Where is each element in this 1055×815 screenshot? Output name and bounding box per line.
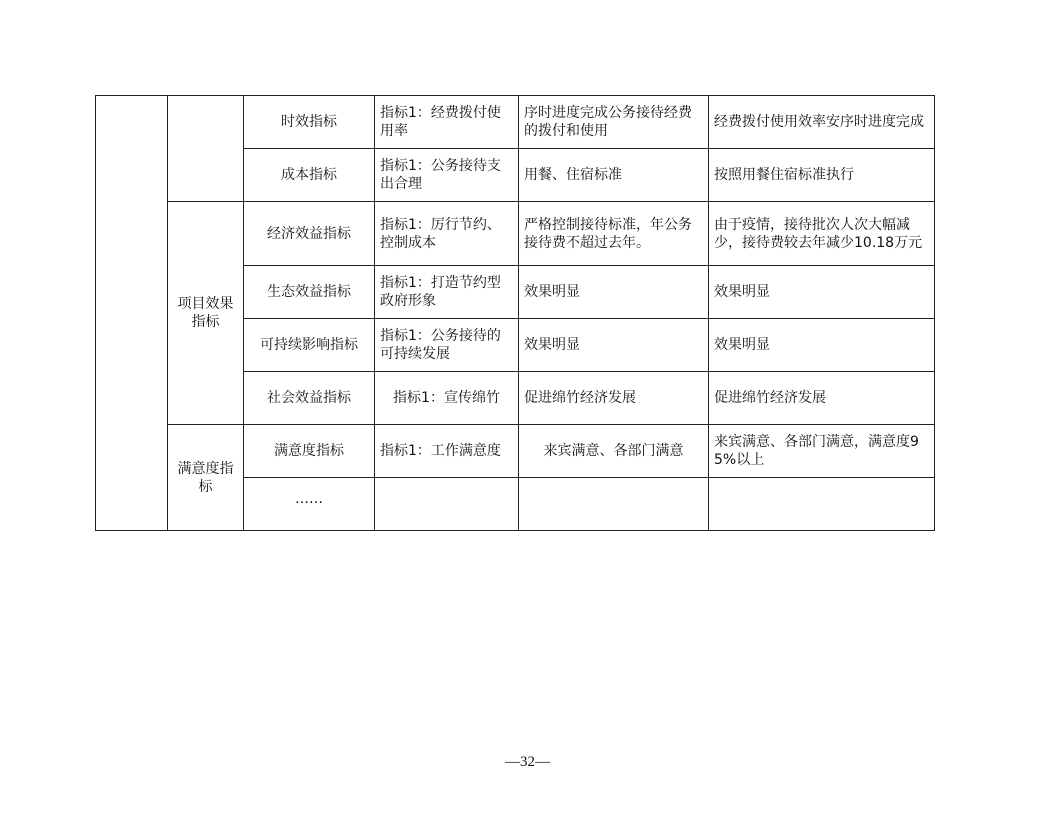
table-row [96, 202, 935, 266]
actual-cell [709, 478, 935, 531]
sub-indicator-cell: 指标1：宣传绵竹 [375, 372, 519, 425]
actual-cell: 效果明显 [709, 266, 935, 319]
indicator-cell: 社会效益指标 [244, 372, 375, 425]
indicator-cell: 可持续影响指标 [244, 319, 375, 372]
indicator-cell: 生态效益指标 [244, 266, 375, 319]
target-cell: 用餐、住宿标准 [519, 149, 709, 202]
blank-category-cell [168, 96, 244, 202]
indicator-cell: 成本指标 [244, 149, 375, 202]
actual-cell: 由于疫情，接待批次人次大幅减少，接待费较去年减少10.18万元 [709, 202, 935, 266]
sub-indicator-cell: 指标1：工作满意度 [375, 425, 519, 478]
blank-first-column-cell [96, 96, 168, 531]
category-cell-effect: 项目效果指标 [168, 202, 244, 425]
indicator-cell: 经济效益指标 [244, 202, 375, 266]
actual-cell: 经费拨付使用效率安序时进度完成 [709, 96, 935, 149]
indicator-cell: …… [244, 478, 375, 531]
target-cell: 序时进度完成公务接待经费的拨付和使用 [519, 96, 709, 149]
table-row [96, 96, 935, 149]
sub-indicator-cell [375, 478, 519, 531]
sub-indicator-cell: 指标1：公务接待的可持续发展 [375, 319, 519, 372]
target-cell: 效果明显 [519, 266, 709, 319]
target-cell: 严格控制接待标准，年公务接待费不超过去年。 [519, 202, 709, 266]
actual-cell: 效果明显 [709, 319, 935, 372]
category-cell-satisfaction: 满意度指标 [168, 425, 244, 531]
actual-cell: 来宾满意、各部门满意，满意度95%以上 [709, 425, 935, 478]
sub-indicator-cell: 指标1：厉行节约、控制成本 [375, 202, 519, 266]
sub-indicator-cell: 指标1：经费拨付使用率 [375, 96, 519, 149]
target-cell: 促进绵竹经济发展 [519, 372, 709, 425]
page-number: —32— [505, 754, 550, 770]
performance-table [95, 95, 935, 531]
sub-indicator-cell: 指标1：公务接待支出合理 [375, 149, 519, 202]
table-row [96, 425, 935, 478]
actual-cell: 按照用餐住宿标准执行 [709, 149, 935, 202]
target-cell: 效果明显 [519, 319, 709, 372]
sub-indicator-cell: 指标1：打造节约型政府形象 [375, 266, 519, 319]
actual-cell: 促进绵竹经济发展 [709, 372, 935, 425]
target-cell: 来宾满意、各部门满意 [519, 425, 709, 478]
indicator-cell: 满意度指标 [244, 425, 375, 478]
target-cell [519, 478, 709, 531]
indicator-cell: 时效指标 [244, 96, 375, 149]
